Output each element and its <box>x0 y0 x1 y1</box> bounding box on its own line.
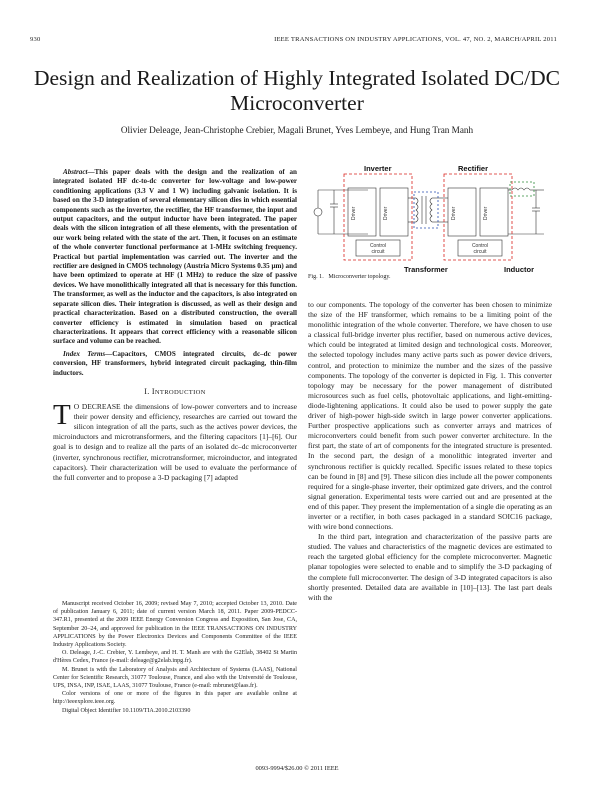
journal-name: IEEE TRANSACTIONS ON INDUSTRY APPLICATIONS, VOL. 47, NO. 2, MARCH/APRIL 2011 <box>274 36 557 43</box>
inverter-label: Inverter <box>364 164 392 173</box>
footnote-color: Color versions of one or more of the figures in this paper are available online at http://ieeexplore.ieee.org. <box>53 691 297 706</box>
figure-caption-text: Microconverter topology. <box>328 274 391 280</box>
section-heading-introduction <box>53 387 297 398</box>
control-label-1: Control <box>369 243 387 249</box>
control-label-2: Control <box>471 243 489 249</box>
inductor-label: Inductor <box>504 265 534 274</box>
driver-label-3: Driver <box>451 206 457 220</box>
intro-first-word: O DECREASE <box>73 402 121 412</box>
right-paragraph-1: to our components. The topology of the converter has been chosen to minimize the size of the HF transformer, which remains to be a limiting point of the monolithic integration of the whole converter. Therefore, we have chosen to use a classical full-bridge inverter plus rectifier, based on numerous active devices, which could be integrated at limited design and technological costs. Moreover, the selected topology includes many active parts such as power device drivers, control, and protection to minimize the number and the sizes of the passive components. The topology of the converter is depicted in Fig. 1. This converter topology may be necessary for the power management of distributed microsources such as fuel cells, photovoltaic applications, and light-emitting-diode-lightening applications. It could also be used to power supply the gate driver of high-power high-side switch in large power converter applications. Further prospective applications such as converter arrays and matrices of microconverters could benefit from such power converter architecture. In the first part, the state of art of components for the integrated structure is presented. In the second part, the design of a monolithic integrated inverter and synchronous rectifier is quickly recalled. Specific issues related to these topics can be found in [8] and [9]. These silicon dies include all the power components required for a single-phase inverter, their optimized gate drivers, and the control signal generation. Experimental tests were carried out and are presented at the end of this paper. They present the implementation of a single die operating as an inverter or a rectifier, in both cases packaged in a standard SOIC16 package, with wire bond connections. <box>308 300 552 532</box>
paper-title: Design and Realization of Highly Integrated Isolated DC/DC Microconverter <box>33 66 561 115</box>
index-terms-label: Index Terms <box>63 349 106 358</box>
footnote-affiliation-1: O. Deleage, J.-C. Crebier, Y. Lembeye, and H. T. Manh are with the G2Elab, 38402 St Martin d'Hères Cedex, France (e-mail: deleage@g2elab.inpg.fr). <box>53 650 297 665</box>
figure-caption <box>308 274 391 280</box>
figure-1-schematic <box>308 160 552 280</box>
source-icon <box>314 208 322 216</box>
inductor-group <box>510 182 534 196</box>
driver-label-4: Driver <box>483 206 489 220</box>
abstract-text: —This paper deals with the design and the realization of an integrated isolated HF dc-to-dc converter for low-voltage and low-power conditioning applications (3.3 V and 1 W) including galvanic isolation. It is based on the 3-D integration of several elementary silicon dies in which essential components such as the inverter, the rectifier, the HF transformer, the input and output capacitors, and the output inductor have been integrated. The paper deals with the silicon integration of all these elements, with the presentation of our work being related with the state of the art. Then, it focuses on an estimate of the whole converter functional performance at 1-MHz switching frequency. Practical but partial implementation was carried out. The inverter and the rectifier are designed in CMOS technology (Austria Micro Systems 0.35 μm) and have been optimized to operate at HF (1 MHz) to reduce the size of passive devices. We have monolithically integrated all that is necessary for this function. The transformer, as well as the inductor and the capacitors, is also integrated on separate silicon dies. Their integration is discussed, as well as their design and practical characterization. Based on a distributed construction, the overall converter efficiency is estimated in simulation based on practical characterizations. It appears that correct efficiency with a reasonable silicon surface and volume can be reached. <box>53 168 297 346</box>
footnotes <box>53 600 297 715</box>
author-list: Olivier Deleage, Jean-Christophe Crebier, Magali Brunet, Yves Lembeye, and Hung Tran Manh <box>120 125 474 135</box>
section-rest: NTRODUCTION <box>154 388 206 396</box>
footnote-affiliation-2: M. Brunet is with the Laboratory of Analysis and Architecture of Systems (LAAS), National Center for Scientific Research, 31077 Toulouse, France, and also with the Université de Toulouse, UPS, INSA, INP, ISAE, LAAS, 31077 Toulouse, France (e-mail: mbrunet@laas.fr). <box>53 666 297 690</box>
index-terms <box>53 350 297 378</box>
abstract-label: Abstract <box>63 168 88 176</box>
section-first-letter: I <box>151 386 155 396</box>
circuit-label-1: circuit <box>371 249 385 255</box>
footnote-manuscript: Manuscript received October 16, 2009; revised May 7, 2010; accepted October 13, 2010. Date of publication January 6, 2011; date of current version March 18, 2011. Paper 2009-PEDCC-347.R1, presented at the 2009 IEEE Energy Conversion Congress and Exposition, San Jose, CA, September 20–24, and approved for publication in the IEEE TRANSACTIONS ON INDUSTRY APPLICATIONS by the Power Electronics Devices and Components Committee of the IEEE Industry Applications Society. <box>53 601 297 649</box>
right-paragraph-2: In the third part, integration and characterization of the passive parts are studied. The values and characteristics of the magnetic devices are estimated to reach the targeted global efficiency for the complete microconverter. Magnetic planar topologies were selected to enable and to simplify the 3-D packaging of the complete full microconverter. The design of 3-D integrated capacitors is also shortly presented. Detailed data are available in [10]–[13]. The last part deals with the <box>308 532 552 602</box>
index-terms-text: —Capacitors, CMOS integrated circuits, dc–dc power conversion, HF transformers, hybrid integrated circuit packaging, thin-film inductors. <box>53 349 297 377</box>
footnote-doi: Digital Object Identifier 10.1109/TIA.2010.2103390 <box>62 707 191 714</box>
transformer-label: Transformer <box>404 265 448 274</box>
page-number: 930 <box>30 36 41 43</box>
figure-caption-label: Fig. 1. <box>308 274 324 280</box>
intro-text: the dimensions of low-power converters and to increase their power density and efficiency, researches are carried out toward the silicon integration of all the parts, such as the actives power devices, the microinductors and microtransformers, and the filtering capacitors [1]–[6]. Our goal is to design and to realize all the parts of an isolated dc–dc microconverter (inverter, synchronous rectifier, microtransformer, microinductor, and integrated capacitors). Their characterization will be used to evaluate the performance of the full converter and to propose a 3-D packaging [7] adapted <box>53 402 298 482</box>
intro-paragraph <box>53 399 298 483</box>
left-column <box>53 168 297 483</box>
drop-cap: T <box>53 399 71 432</box>
right-column <box>308 300 552 603</box>
driver-label-2: Driver <box>383 206 389 220</box>
abstract <box>53 168 297 347</box>
driver-label-1: Driver <box>351 206 357 220</box>
copyright-footer: 0093-9994/$26.00 © 2011 IEEE <box>255 765 339 772</box>
circuit-label-2: circuit <box>473 249 487 255</box>
section-numeral: I. <box>144 386 150 396</box>
rectifier-label: Rectifier <box>458 164 489 173</box>
